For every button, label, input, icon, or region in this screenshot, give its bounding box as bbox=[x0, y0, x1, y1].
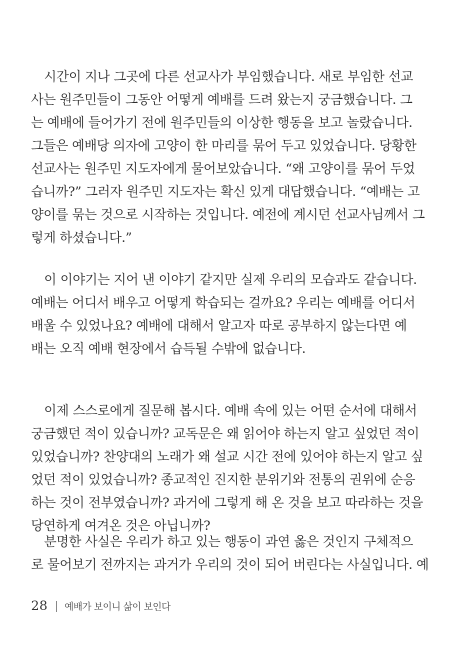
text-line: 배울 수 있었나요? 예배에 대해서 알고자 따로 공부하지 않는다면 예 bbox=[31, 319, 407, 334]
paragraph-questions bbox=[31, 400, 441, 538]
text-line: 당연하게 여겨온 것은 아닙니까? bbox=[31, 519, 211, 534]
text-line: 예배는 어디서 배우고 어떻게 학습되는 걸까요? 우리는 예배를 어디서 bbox=[31, 296, 416, 311]
footer-divider bbox=[56, 601, 57, 612]
paragraph-reflection bbox=[31, 269, 441, 361]
text-line: 이제 스스로에게 질문해 봅시다. 예배 속에 있는 어떤 순서에 대해서 bbox=[44, 404, 417, 419]
page-number: 28 bbox=[31, 598, 48, 614]
paragraph-missionary-story bbox=[31, 66, 441, 250]
text-line: 렇게 하셨습니다.” bbox=[31, 231, 132, 246]
text-line: 는 예배에 들어가기 전에 원주민들의 이상한 행동을 보고 놀랐습니다. bbox=[31, 116, 413, 131]
text-line: 사는 원주민들이 그동안 어떻게 예배를 드려 왔는지 궁금했습니다. 그 bbox=[31, 93, 413, 108]
text-line: 시간이 지나 그곳에 다른 선교사가 부임했습니다. 새로 부임한 선교 bbox=[44, 70, 414, 85]
text-line: 이 이야기는 지어 낸 이야기 같지만 실제 우리의 모습과도 같습니다. bbox=[44, 273, 417, 288]
text-line: 있었습니까? 찬양대의 노래가 왜 설교 시간 전에 있어야 하는지 알고 싶 bbox=[31, 450, 424, 465]
text-line: 분명한 사실은 우리가 하고 있는 행동이 과연 옳은 것인지 구체적으 bbox=[44, 535, 414, 550]
text-line: 선교사는 원주민 지도자에게 물어보았습니다. “왜 고양이를 묶어 두었 bbox=[31, 162, 415, 177]
text-line: 로 물어보기 전까지는 과거가 우리의 것이 되어 버린다는 사실입니다. 예 bbox=[31, 558, 429, 573]
page-footer bbox=[31, 598, 170, 614]
running-title: 예배가 보이니 삶이 보인다 bbox=[64, 602, 171, 613]
paragraph-conclusion bbox=[31, 531, 441, 577]
text-line: 배는 오직 예배 현장에서 습득될 수밖에 없습니다. bbox=[31, 342, 306, 357]
text-line: 습니까?” 그러자 원주민 지도자는 확신 있게 대답했습니다. “예배는 고 bbox=[31, 185, 420, 200]
text-line: 양이를 묶는 것으로 시작하는 것입니다. 예전에 계시던 선교사님께서 그 bbox=[31, 208, 425, 223]
text-line: 궁금했던 적이 있습니까? 교독문은 왜 읽어야 하는지 알고 싶었던 적이 bbox=[31, 427, 420, 442]
text-line: 었던 적이 있었습니까? 종교적인 진지한 분위기와 전통의 권위에 순응 bbox=[31, 473, 416, 488]
text-line: 그들은 예배당 의자에 고양이 한 마리를 묶어 두고 있었습니다. 당황한 bbox=[31, 139, 417, 154]
text-line: 하는 것이 전부였습니까? 과거에 그렇게 해 온 것을 보고 따라하는 것을 bbox=[31, 496, 424, 511]
